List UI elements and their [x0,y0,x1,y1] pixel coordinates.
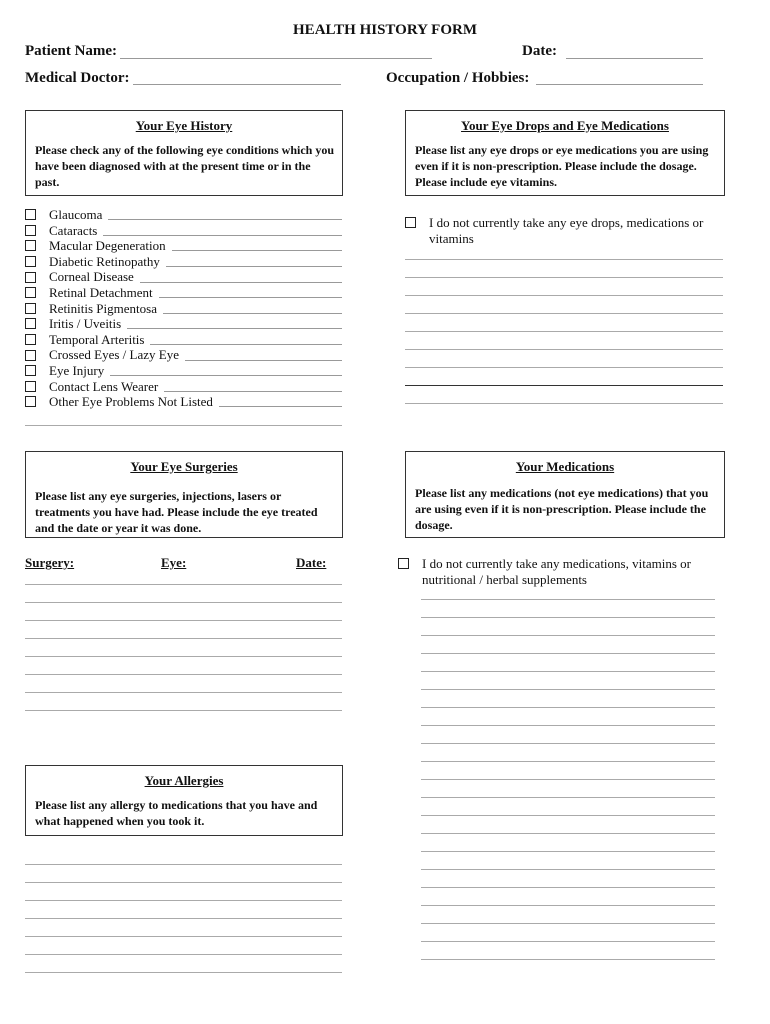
condition-note-field[interactable] [163,313,342,314]
checkbox[interactable] [25,240,36,251]
eye-surgeries-lines [25,584,342,711]
write-line[interactable] [25,602,342,603]
condition-note-field[interactable] [140,282,342,283]
condition-note-field[interactable] [108,219,342,220]
write-line[interactable] [405,295,723,296]
allergies-box [25,765,343,836]
condition-label: Contact Lens Wearer [49,378,159,394]
condition-note-field[interactable] [127,328,342,329]
medications-none-option [398,556,713,588]
write-line[interactable] [421,635,715,636]
condition-item [25,238,342,254]
checkbox[interactable] [25,334,36,345]
checkbox[interactable] [25,396,36,407]
condition-note-field[interactable] [150,344,342,345]
eye-drops-lines [405,259,723,404]
condition-item [25,301,342,317]
condition-label: Temporal Arteritis [49,331,145,347]
write-line[interactable] [421,869,715,870]
write-line[interactable] [25,584,342,585]
write-line[interactable] [25,656,342,657]
write-line[interactable] [25,638,342,639]
write-line[interactable] [421,797,715,798]
date-field[interactable] [566,58,703,59]
write-line[interactable] [421,923,715,924]
allergies-lines [25,864,342,973]
write-line[interactable] [25,936,342,937]
eye-surgeries-box [25,451,343,538]
write-line[interactable] [421,833,715,834]
condition-note-field[interactable] [172,250,342,251]
condition-item [25,394,342,410]
medications-lines [421,599,715,960]
patient-name-field[interactable] [120,58,432,59]
eye-surgeries-instructions: Please list any eye surgeries, injections, lasers or treatments you have had. Please include the eye treated and the date or year it was done. [35,489,318,535]
condition-label: Other Eye Problems Not Listed [49,394,213,410]
medical-doctor-label: Medical Doctor: [25,70,130,86]
write-line[interactable] [405,313,723,314]
checkbox[interactable] [405,217,416,228]
write-line[interactable] [25,918,342,919]
date-label: Date: [522,43,557,59]
allergies-instructions: Please list any allergy to medications that you have and what happened when you took it. [35,798,318,828]
patient-name-label: Patient Name: [25,43,118,59]
checkbox[interactable] [25,381,36,392]
condition-item [25,379,342,395]
condition-item [25,223,342,239]
write-line[interactable] [421,887,715,888]
checkbox[interactable] [25,225,36,236]
condition-item [25,363,342,379]
write-line[interactable] [405,277,723,278]
medications-box [405,451,725,538]
eye-column-header: Eye: [161,555,187,570]
checkbox[interactable] [25,303,36,314]
write-line[interactable] [25,710,342,711]
condition-note-field[interactable] [159,297,342,298]
condition-label: Cataracts [49,222,98,238]
write-line[interactable] [405,367,723,368]
write-line[interactable] [421,617,715,618]
condition-label: Iritis / Uveitis [49,316,122,332]
write-line[interactable] [25,674,342,675]
condition-label: Retinitis Pigmentosa [49,300,157,316]
surgery-column-header: Surgery: [25,555,75,570]
condition-label: Glaucoma [49,207,103,222]
write-line[interactable] [421,779,715,780]
medications-title: Your Medications [515,459,615,474]
eye-surgeries-title: Your Eye Surgeries [130,459,238,474]
condition-label: Macular Degeneration [49,238,166,254]
write-line[interactable] [421,653,715,654]
eye-drops-instructions: Please list any eye drops or eye medications you are using even if it is non-prescription. Please include the dosage. Please include eye vitamins. [415,143,709,189]
eye-drops-none-label: I do not currently take any eye drops, medications or vitamins [429,215,704,246]
condition-item [25,269,342,285]
write-line[interactable] [421,761,715,762]
write-line[interactable] [25,620,342,621]
form-title: HEALTH HISTORY FORM [293,22,477,38]
condition-item [25,254,342,270]
condition-label: Eye Injury [49,362,105,378]
condition-note-field[interactable] [110,375,342,376]
eye-drops-title: Your Eye Drops and Eye Medications [461,118,669,133]
condition-item [25,207,342,223]
write-line[interactable] [421,905,715,906]
write-line[interactable] [421,815,715,816]
condition-note-field[interactable] [164,391,342,392]
eye-drops-box [405,110,725,196]
checkbox[interactable] [398,558,409,569]
eye-history-instructions: Please check any of the following eye conditions which you have been diagnosed with at the present time or in the past. [35,143,334,189]
checkbox[interactable] [25,209,36,220]
condition-item [25,316,342,332]
write-line[interactable] [421,941,715,942]
checkbox[interactable] [25,350,36,361]
write-line[interactable] [405,349,723,350]
condition-label: Crossed Eyes / Lazy Eye [49,347,179,363]
condition-item [25,285,342,301]
checkbox[interactable] [25,287,36,298]
medical-doctor-field[interactable] [133,84,341,85]
condition-label: Diabetic Retinopathy [49,253,160,269]
write-line[interactable] [25,972,342,973]
condition-label: Retinal Detachment [49,284,153,300]
write-line[interactable] [421,959,715,960]
write-line[interactable] [25,864,342,865]
write-line[interactable] [421,851,715,852]
write-line[interactable] [421,689,715,690]
checkbox[interactable] [25,365,36,376]
eye-history-box [25,110,343,196]
write-line[interactable] [405,259,723,260]
write-line[interactable] [421,725,715,726]
allergies-title: Your Allergies [144,773,224,788]
date-column-header: Date: [296,555,327,570]
eye-condition-list [25,207,342,410]
medications-instructions: Please list any medications (not eye medications) that you are using even if it is non-prescription. Please include the dosage. [415,486,709,532]
eye-history-title: Your Eye History [135,118,233,133]
write-line[interactable] [405,331,723,332]
condition-note-field[interactable] [103,235,342,236]
checkbox[interactable] [25,256,36,267]
write-line[interactable] [25,425,342,426]
write-line[interactable] [405,403,723,404]
write-line[interactable] [421,599,715,600]
condition-item [25,347,342,363]
occupation-field[interactable] [536,84,703,85]
occupation-label: Occupation / Hobbies: [386,70,530,86]
write-line[interactable] [25,954,342,955]
write-line[interactable] [25,692,342,693]
write-line[interactable] [421,743,715,744]
write-line[interactable] [25,882,342,883]
checkbox[interactable] [25,272,36,283]
write-line[interactable] [405,385,723,386]
checkbox[interactable] [25,318,36,329]
condition-note-field[interactable] [166,266,342,267]
condition-label: Corneal Disease [49,269,134,285]
eye-drops-none-option [405,215,720,247]
medications-none-label: I do not currently take any medications, vitamins or nutritional / herbal supplements [422,556,691,587]
write-line[interactable] [421,671,715,672]
condition-note-field[interactable] [185,360,342,361]
write-line[interactable] [421,707,715,708]
write-line[interactable] [25,900,342,901]
condition-item [25,332,342,348]
condition-note-field[interactable] [219,406,342,407]
